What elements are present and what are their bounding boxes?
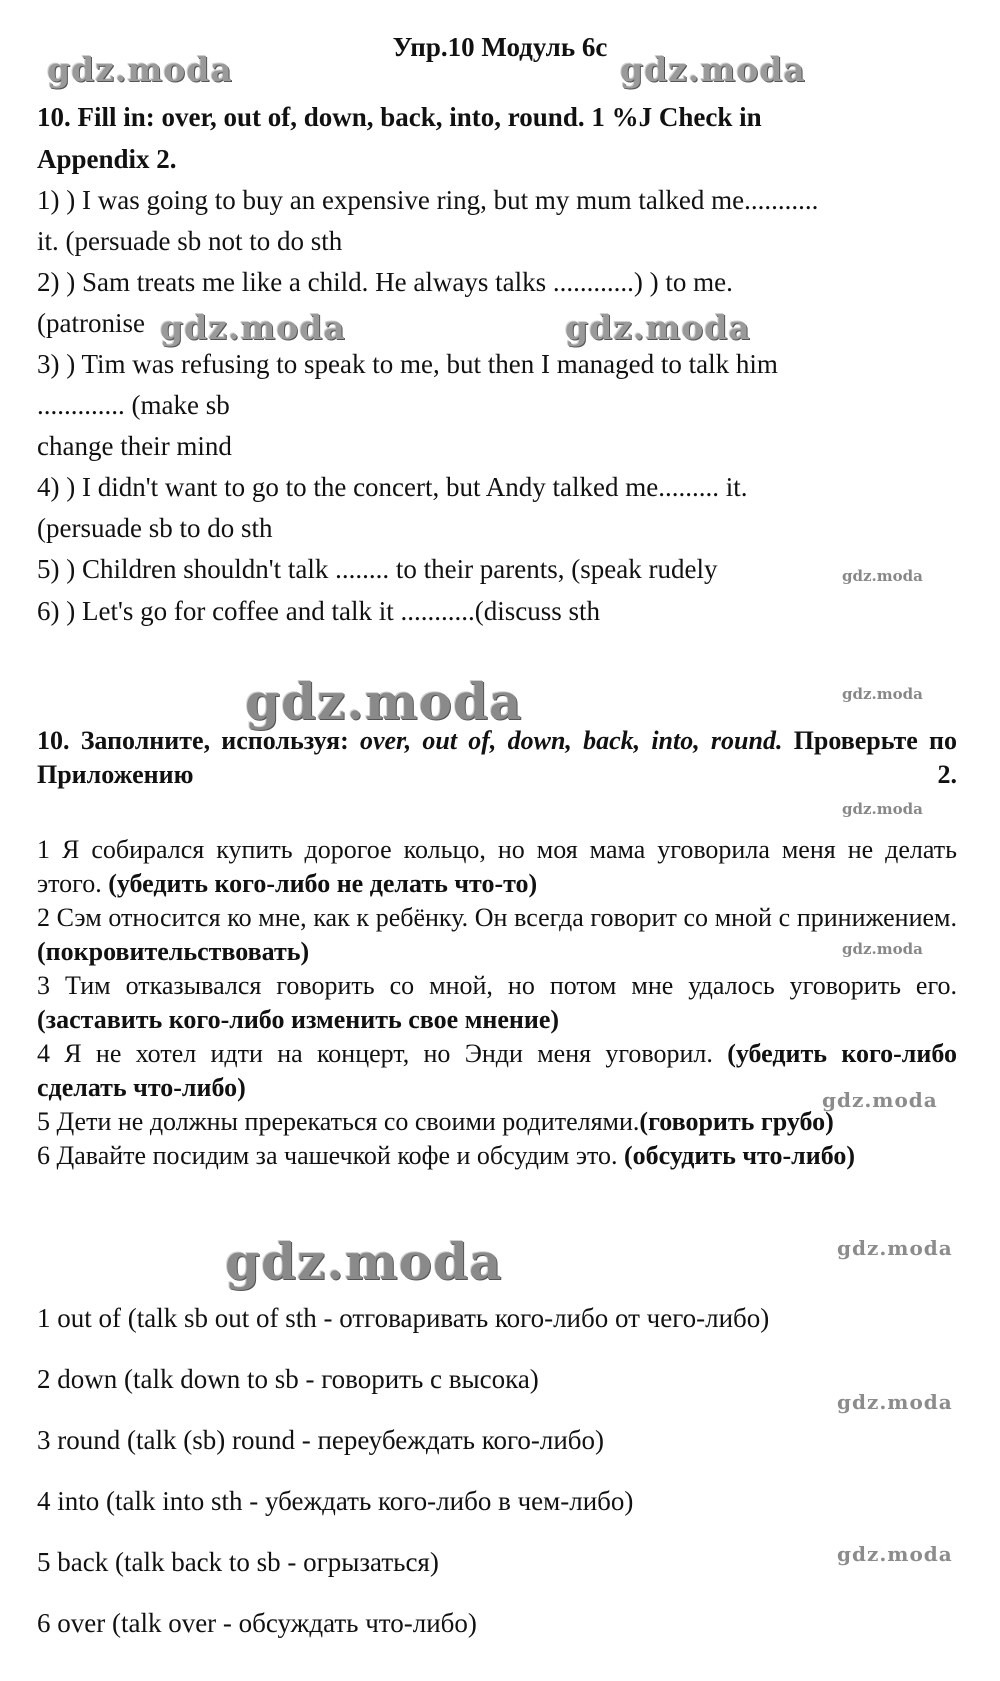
answer-line: 4 into (talk into sth - убеждать кого-либо в чем-либо) [37,1486,634,1516]
watermark: gdz.moda [837,1542,953,1566]
exercise-line: it. (persuade sb not to do sth [37,226,343,256]
watermark: gdz.moda [245,672,523,731]
answer-line: 3 round (talk (sb) round - переубеждать кого-либо) [37,1425,605,1455]
watermark: gdz.moda [565,308,751,347]
watermark: gdz.moda [842,685,923,703]
exercise-line: 2) ) Sam treats me like a child. He always talks ............) ) to me. [37,267,733,297]
translation-note: (убедить кого-либо сделать что-либо) [37,1039,957,1102]
translation-heading [37,724,957,792]
exercise-line: change their mind [37,431,232,461]
watermark: gdz.moda [842,940,923,958]
watermark: gdz.moda [837,1390,953,1414]
exercise-line: ............. (make sb [37,390,230,420]
watermark: gdz.moda [822,1088,938,1112]
translation-item: 1 Я собирался купить дорогое кольцо, но моя мама уговорила меня не делать этого. (убедить кого-либо не делать что-то) [37,835,957,898]
watermark: gdz.moda [160,308,346,347]
answer-line: 5 back (talk back to sb - огрызаться) [37,1547,439,1577]
translation-item: 6 Давайте посидим за чашечкой кофе и обсудим это. (обсудить что-либо) [37,1141,856,1170]
exercise-line: 6) ) Let's go for coffee and talk it ...........(discuss sth [37,596,600,626]
translation-note: (обсудить что-либо) [624,1141,856,1170]
exercise-line: (persuade sb to do sth [37,513,273,543]
translation-item: 2 Сэм относится ко мне, как к ребёнку. Он всегда говорит со мной с принижением. (покровительствовать) [37,903,957,966]
exercise-heading: 10. Fill in: over, out of, down, back, into, round. 1 %J Check in [37,102,762,132]
answer-line: 6 over (talk over - обсуждать что-либо) [37,1608,477,1638]
translation-note: (говорить грубо) [639,1107,834,1136]
watermark: gdz.moda [620,50,806,89]
exercise-line: 4) ) I didn't want to go to the concert, but Andy talked me......... it. [37,472,748,502]
exercise-line: 1) ) I was going to buy an expensive ring, but my mum talked me........... [37,185,819,215]
watermark: gdz.moda [225,1232,503,1291]
answer-line: 1 out of (talk sb out of sth - отговаривать кого-либо от чего-либо) [37,1303,770,1333]
translation-heading-check: Проверьте по Приложению 2. [37,726,958,789]
page-title: Упр.10 Модуль 6c [392,32,608,62]
exercise-line: 5) ) Children shouldn't talk ........ to their parents, (speak rudely [37,554,718,584]
translation-note: (убедить кого-либо не делать что-то) [108,869,538,898]
translation-note: (заставить кого-либо изменить свое мнение) [37,1005,560,1034]
watermark: gdz.moda [842,800,923,818]
watermark: gdz.moda [47,50,233,89]
exercise-heading: Appendix 2. [37,144,177,174]
translation-note: (покровительствовать) [37,937,310,966]
translation-item: 5 Дети не должны пререкаться со своими родителями.(говорить грубо) [37,1107,834,1136]
translation-heading-words: over, out of, down, back, into, round. [359,726,783,755]
answer-line: 2 down (talk down to sb - говорить с высока) [37,1364,539,1394]
translation-item: 4 Я не хотел идти на концерт, но Энди меня уговорил. (убедить кого-либо сделать что-либо) [37,1039,957,1102]
watermark: gdz.moda [837,1236,953,1260]
exercise-line: (patronise [37,308,145,338]
exercise-line: 3) ) Tim was refusing to speak to me, but then I managed to talk him [37,349,778,379]
translation-list [37,833,957,1173]
translation-item: 3 Тим отказывался говорить со мной, но потом мне удалось уговорить его. (заставить кого-либо изменить свое мнение) [37,971,957,1034]
translation-heading-text: 10. Заполните, используя: [37,726,349,755]
watermark: gdz.moda [842,567,923,585]
